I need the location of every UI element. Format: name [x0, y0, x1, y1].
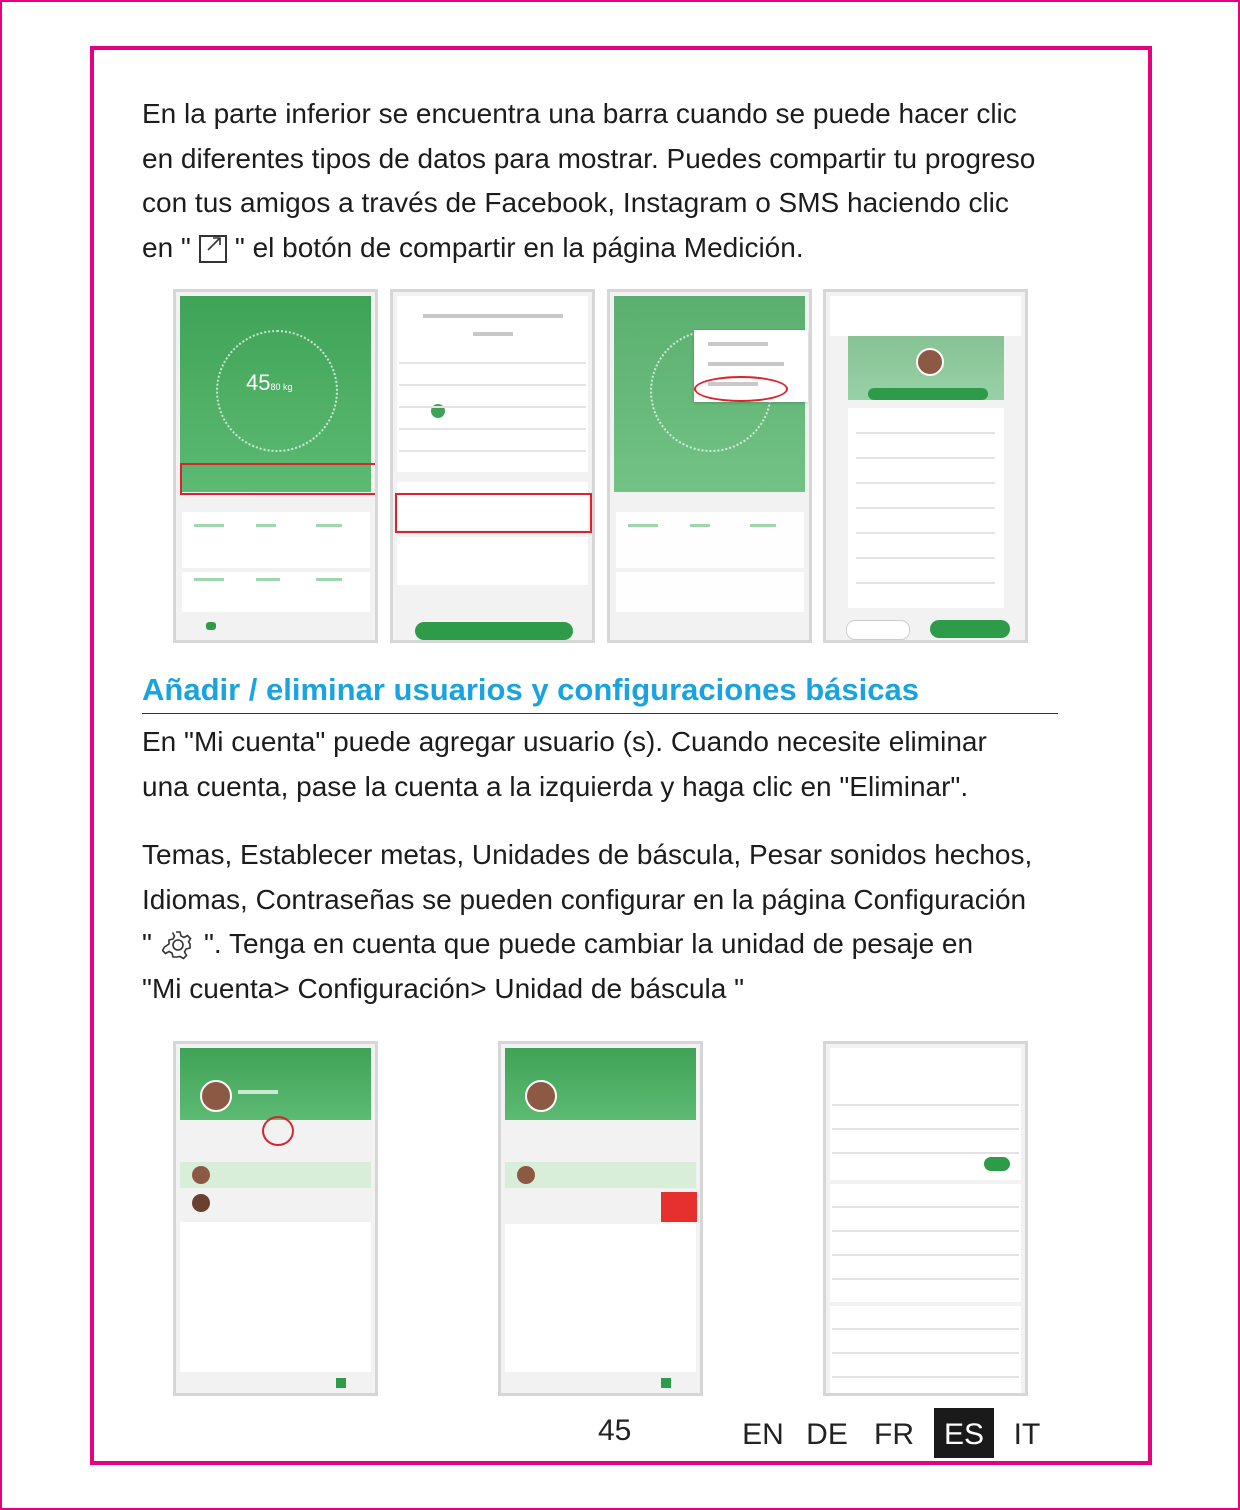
screenshot-settings	[823, 1041, 1028, 1396]
share-option-highlight	[694, 376, 788, 402]
screenshot-share-menu	[607, 289, 812, 643]
account-paragraph	[142, 720, 1132, 809]
toggle-switch	[984, 1157, 1010, 1171]
account-line-1: En "Mi cuenta" puede agregar usuario (s). Cuando necesite eliminar	[142, 726, 987, 757]
data-bar-highlight	[180, 463, 377, 495]
lang-de[interactable]: DE	[806, 1418, 848, 1451]
screenshot-measurement	[173, 289, 378, 643]
intro-line-4-suffix: " el botón de compartir en la página Medición.	[234, 231, 804, 263]
settings-line-3-prefix: "	[142, 928, 152, 959]
weight-number: 45	[246, 370, 271, 395]
weight-value	[246, 370, 293, 396]
delete-swipe-button	[661, 1192, 697, 1222]
screenshot-my-account	[173, 1041, 378, 1396]
add-user-highlight	[262, 1116, 294, 1146]
account-tab-icon	[336, 1378, 346, 1388]
screenshot-share-detail	[823, 289, 1028, 643]
share-icon	[199, 235, 227, 263]
avatar	[525, 1080, 557, 1112]
compare-row-highlight	[395, 493, 592, 533]
home-tab-icon	[206, 622, 216, 630]
lang-en[interactable]: EN	[742, 1418, 784, 1451]
page-number: 45	[598, 1414, 632, 1447]
avatar	[200, 1080, 232, 1112]
settings-line-4: "Mi cuenta> Configuración> Unidad de báscula "	[142, 972, 745, 1004]
intro-paragraph	[142, 92, 1132, 270]
intro-line-3: con tus amigos a través de Facebook, Instagram o SMS haciendo clic	[142, 187, 1009, 218]
intro-line-2: en diferentes tipos de datos para mostrar. Puedes compartir tu progreso	[142, 142, 1036, 174]
account-line-2: una cuenta, pase la cuenta a la izquierda y haga clic en "Eliminar".	[142, 770, 969, 802]
screenshot-calendar	[390, 289, 595, 643]
lang-it[interactable]: IT	[1013, 1418, 1041, 1451]
settings-line-3-suffix: ". Tenga en cuenta que puede cambiar la unidad de pesaje en	[203, 928, 974, 959]
gear-icon	[162, 929, 194, 961]
settings-paragraph	[142, 833, 1132, 1011]
lang-es-active[interactable]: ES	[934, 1408, 994, 1458]
avatar	[916, 348, 944, 376]
account-tab-icon	[661, 1378, 671, 1388]
section-heading: Añadir / eliminar usuarios y configuraciones básicas	[142, 672, 1058, 714]
settings-line-1: Temas, Establecer metas, Unidades de báscula, Pesar sonidos hechos,	[142, 839, 1033, 870]
intro-line-4-prefix: en "	[142, 231, 191, 263]
lang-fr[interactable]: FR	[874, 1418, 914, 1451]
settings-line-2: Idiomas, Contraseñas se pueden configurar en la página Configuración	[142, 883, 1027, 915]
screenshot-delete-user	[498, 1041, 703, 1396]
weight-unit: 80 kg	[270, 382, 293, 392]
intro-line-1: En la parte inferior se encuentra una barra cuando se puede hacer clic	[142, 98, 1017, 129]
